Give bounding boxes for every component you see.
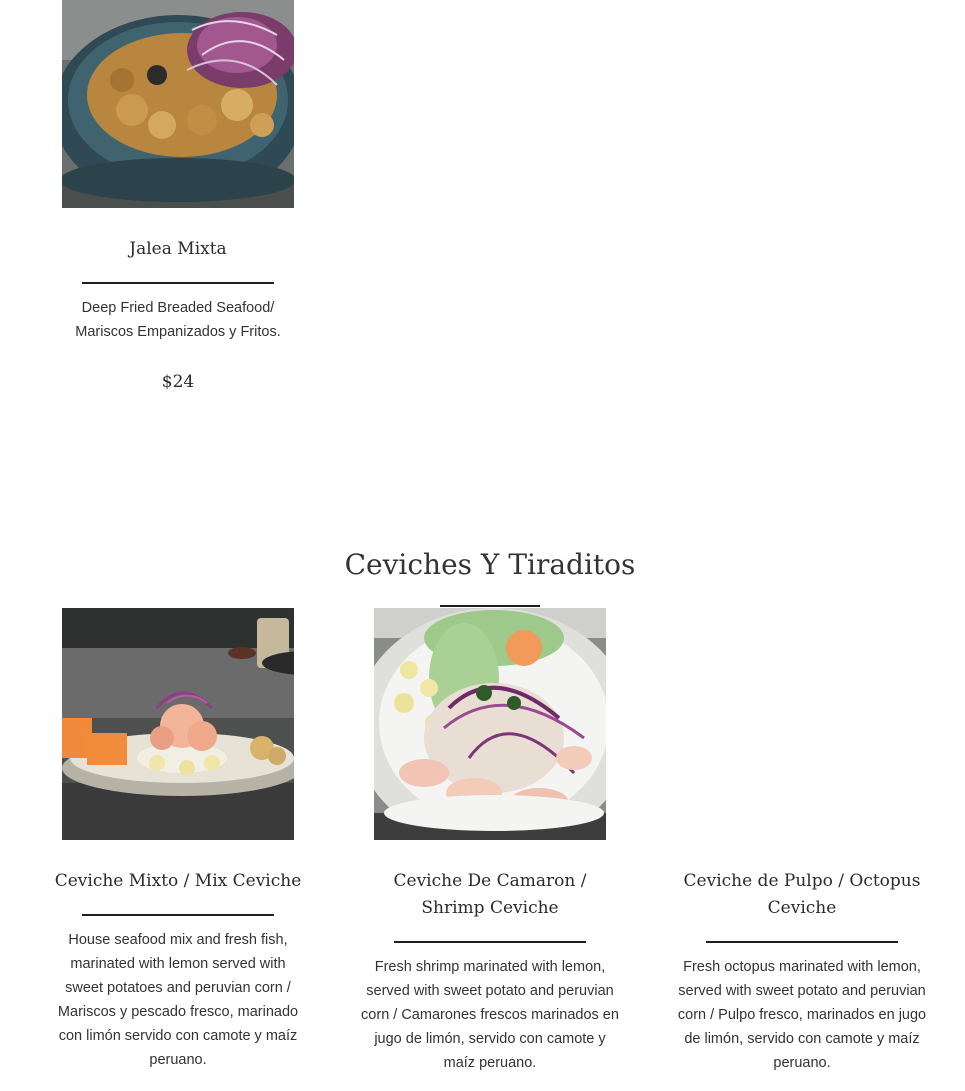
jalea-mixta-name: Jalea Mixta — [129, 239, 227, 259]
ceviche-pulpo-description: Fresh octopus marinated with lemon, served with sweet potato and peruvian corn / Pulpo fresco, marinados en jugo de limón, servido con camote y maíz peruano. — [677, 959, 927, 1071]
ceviche-mixto-description: House seafood mix and fresh fish, marinated with lemon served with sweet potatoes and peruvian corn / Mariscos y pescado fresco, marinado con limón servido con camote y maíz peruano. — [57, 932, 299, 1068]
ceviche-camaron-divider — [394, 941, 586, 943]
ceviche-pulpo-name: Ceviche de Pulpo / Octopus Ceviche — [683, 871, 921, 918]
ceviche-pulpo-divider — [706, 941, 898, 943]
ceviche-camaron-photo[interactable] — [374, 608, 606, 840]
ceviche-camaron-name: Ceviche De Camaron / Shrimp Ceviche — [393, 871, 587, 918]
ceviche-mixto-divider — [82, 914, 274, 916]
section-title-ceviches: Ceviches Y Tiraditos — [344, 548, 636, 581]
ceviche-mixto-name: Ceviche Mixto / Mix Ceviche — [54, 871, 302, 891]
jalea-mixta-description: Deep Fried Breaded Seafood/ Mariscos Empanizados y Fritos. — [75, 300, 281, 340]
ceviche-camaron-description: Fresh shrimp marinated with lemon, served with sweet potato and peruvian corn / Camarones frescos marinados en jugo de limón, servido con camote y maíz peruano. — [361, 959, 619, 1071]
jalea-mixta-divider — [82, 282, 274, 284]
section-title-divider — [440, 605, 540, 607]
jalea-mixta-price: $24 — [161, 372, 195, 392]
ceviche-mixto-photo[interactable] — [62, 608, 294, 840]
jalea-mixta-photo[interactable] — [62, 0, 294, 208]
